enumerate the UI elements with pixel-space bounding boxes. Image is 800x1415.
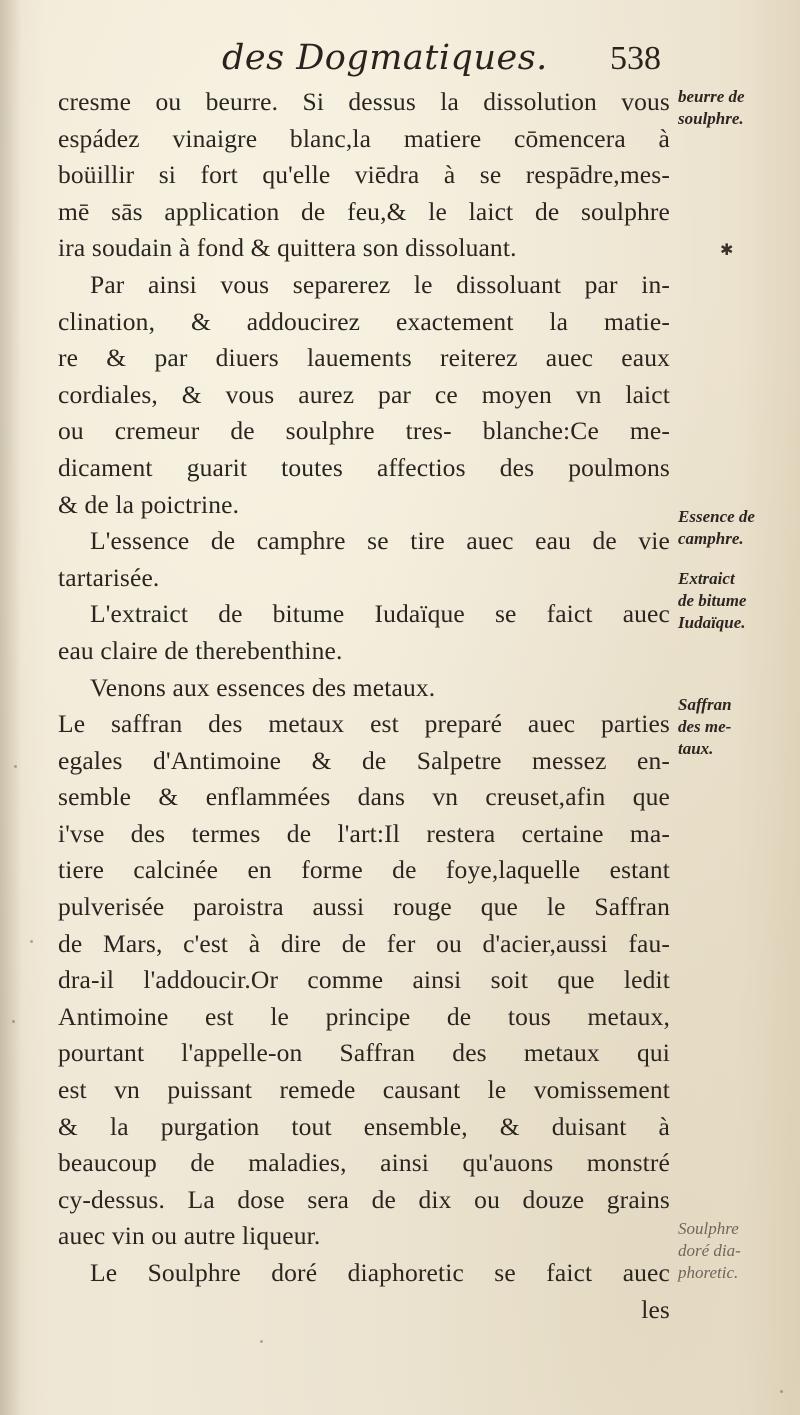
- text-line: i'vse des termes de l'art:Il restera certaine ma-: [58, 818, 670, 848]
- margin-note-extraict: [678, 568, 798, 634]
- margin-note-beurre: [678, 86, 798, 130]
- text-line: est vn puissant remede causant le vomissement: [58, 1075, 670, 1105]
- text-line: re & par diuers lauements reiterez auec eaux: [58, 343, 670, 373]
- text-line: pourtant l'appelle-on Saffran des metaux qui: [58, 1038, 670, 1068]
- margin-note-line: Saffran: [678, 695, 732, 714]
- text-line: espádez vinaigre blanc,la matiere cōmencera à: [58, 123, 670, 153]
- margin-note-line: Iudaïque.: [678, 613, 746, 632]
- text-line: Par ainsi vous separerez le dissoluant par in-: [90, 269, 670, 299]
- text-line: L'extraict de bitume Iudaïque se faict auec: [90, 599, 670, 629]
- margin-note-line: Soulphre: [678, 1219, 739, 1238]
- margin-note-soulphre: [678, 1218, 798, 1284]
- text-line: cy-dessus. La dose sera de dix ou douze grains: [58, 1184, 670, 1214]
- margin-note-saffran: [678, 694, 798, 760]
- text-line: L'essence de camphre se tire auec eau de vie: [90, 526, 670, 556]
- text-line: auec vin ou autre liqueur.: [58, 1221, 321, 1251]
- text-line: clination, & addoucirez exactement la matie-: [58, 306, 670, 336]
- paper-speck: [260, 1340, 263, 1343]
- paper-speck: [30, 940, 33, 943]
- text-line: Venons aux essences des metaux.: [90, 672, 436, 702]
- margin-note-line: taux.: [678, 739, 714, 758]
- text-line: cresme ou beurre. Si dessus la dissolution vous: [58, 87, 670, 116]
- margin-note-essence: [678, 506, 798, 550]
- paper-speck: [780, 1390, 783, 1393]
- catchword: les: [641, 1294, 670, 1324]
- margin-note-line: de bitume: [678, 591, 747, 610]
- margin-notes: [672, 80, 800, 1380]
- body-text: [58, 84, 670, 1328]
- margin-note-line: Extraict: [678, 569, 735, 588]
- text-line: & la purgation tout ensemble, & duisant à: [58, 1111, 670, 1141]
- margin-note-line: camphre.: [678, 529, 744, 548]
- text-line: beaucoup de maladies, ainsi qu'auons monstré: [58, 1148, 670, 1178]
- text-line: de Mars, c'est à dire de fer ou d'acier,aussi fau-: [58, 928, 670, 958]
- running-title: des Dogmatiques.: [222, 38, 548, 78]
- text-line: tartarisée.: [58, 562, 160, 592]
- margin-note-line: phoretic.: [678, 1263, 739, 1282]
- page-number: 538: [610, 40, 661, 77]
- asterisk-mark: ✱: [720, 240, 734, 259]
- text-line: mē sās application de feu,& le laict de soulphre: [58, 196, 670, 226]
- text-line: dicament guarit toutes affectios des poulmons: [58, 452, 670, 482]
- margin-note-line: des me-: [678, 717, 732, 736]
- text-line: eau claire de therebenthine.: [58, 635, 343, 665]
- text-line: Le Soulphre doré diaphoretic se faict auec: [90, 1258, 670, 1287]
- text-line: cordiales, & vous aurez par ce moyen vn laict: [58, 379, 670, 409]
- text-line: semble & enflammées dans vn creuset,afin que: [58, 782, 670, 812]
- margin-note-line: doré dia-: [678, 1241, 741, 1260]
- paper-speck: [12, 1020, 15, 1023]
- gutter-shadow: [0, 0, 22, 1415]
- text-line: Le saffran des metaux est preparé auec parties: [58, 709, 670, 739]
- text-line: ou cremeur de soulphre tres- blanche:Ce me-: [58, 416, 670, 446]
- margin-note-line: soulphre.: [678, 109, 744, 128]
- margin-note-line: beurre de: [678, 87, 745, 106]
- text-line: egales d'Antimoine & de Salpetre messez en-: [58, 745, 670, 775]
- text-line: dra-il l'addoucir.Or comme ainsi soit que ledit: [58, 965, 670, 995]
- text-line: boüillir si fort qu'elle viēdra à se respādre,mes-: [58, 160, 670, 190]
- text-line: ira soudain à fond & quittera son dissoluant.: [58, 233, 517, 263]
- text-line: Antimoine est le principe de tous metaux,: [58, 1001, 670, 1031]
- text-line: & de la poictrine.: [58, 489, 240, 519]
- paper-speck: [14, 765, 17, 768]
- text-line: tiere calcinée en forme de foye,laquelle estant: [58, 855, 670, 885]
- text-line: pulverisée paroistra aussi rouge que le Saffran: [58, 892, 670, 922]
- margin-note-line: Essence de: [678, 507, 755, 526]
